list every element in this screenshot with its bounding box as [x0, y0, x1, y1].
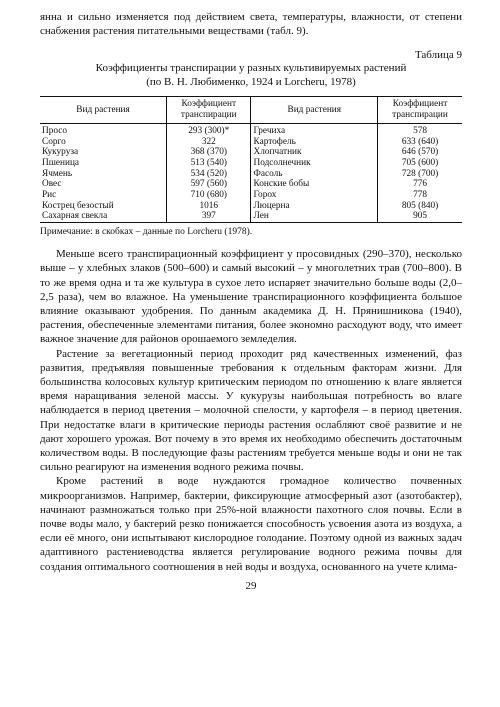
table-row [40, 147, 462, 158]
plant-name-cell: Рис [40, 190, 167, 201]
coefficient-cell: 597 (560) [167, 179, 251, 190]
table-title-line-2: (по В. Н. Любименко, 1924 и Lorcheru, 1978) [146, 75, 356, 88]
coefficient-cell: 534 (520) [167, 169, 251, 180]
plant-name-cell: Картофель [251, 137, 378, 148]
plant-name-cell: Пшеница [40, 158, 167, 169]
body-paragraph: Растение за вегетационный период проходит ряд качественных изменений, фаз развития, предъявляя повышенные требования к отдельным факторам жизни. Для большинства колосовых культур критическим периодом по отношению к влаге является время наращивания зеленой массы. У кукурузы наибольшая потребность во влаге наблюдается в период цветения – молочной спелости, у картофеля – в период цветения. При недостатке влаги в критические периоды растения ослабляют своё развитие и не дают хорошего урожая. Вот почему в это время их необходимо обеспечить достаточным количеством воды. В последующие фазы растениям требуется меньше воды и они не так сильно реагируют на изменения водного режима почвы. [40, 347, 462, 474]
plant-name-cell: Сорго [40, 137, 167, 148]
plant-name-cell: Кукуруза [40, 147, 167, 158]
plant-name-cell: Просо [40, 123, 167, 136]
table-number: Таблица 9 [414, 49, 462, 62]
plant-name-cell: Хлопчатник [251, 147, 378, 158]
header-coef-right: Коэффициент транспирации [378, 97, 462, 123]
intro-paragraph: янна и сильно изменяется под действием света, температуры, влажности, от степени снабжения растения питательными веществами (табл. 9). [40, 11, 462, 38]
header-plant-right: Вид растения [251, 97, 378, 123]
table-title-line-1: Коэффициенты транспирации у разных культивируемых растений [95, 62, 407, 75]
table-row [40, 169, 462, 180]
body-paragraph: Кроме растений в воде нуждаются громадное количество почвенных микроорганизмов. Например, бактерии, фиксирующие атмосферный азот (азотобактер), начинают размножаться только при 25%-ной влажности пахотного слоя почвы. Если в почве воды мало, у бактерий резко понижается способность усвоения азота из воздуха, а если её много, они испытывают кислородное голодание. Поэтому одной из важных задач адаптивного растениеводства является регулирование водного режима почвы для создания оптимального соотношения в ней воды и воздуха, основанного на учете клима- [40, 475, 462, 573]
table-row [40, 190, 462, 201]
table-row [40, 123, 462, 136]
coefficient-cell: 905 [378, 211, 462, 222]
plant-name-cell: Овес [40, 179, 167, 190]
document-page [40, 10, 462, 592]
table-note: Примечание: в скобках – данные по Lorcheru (1978). [40, 227, 253, 238]
coefficient-cell: 397 [167, 211, 251, 222]
coefficient-cell: 578 [413, 125, 428, 136]
coefficient-cell: 293 (300)* [167, 123, 251, 136]
table-header-row [40, 97, 462, 123]
plant-name-cell: Фасоль [251, 169, 378, 180]
plant-name-cell: Сахарная свекла [40, 211, 167, 222]
plant-name-cell: Кострец безостый [40, 201, 167, 212]
plant-name-cell: Люцерна [251, 201, 378, 212]
transpiration-table [40, 96, 462, 223]
coefficient-cell: 805 (840) [401, 200, 439, 211]
body-paragraph: Меньше всего транспирационный коэффициент у просовидных (290–370), несколько выше – у хлебных злаков (500–600) и самый высокий – у многолетних трав (700–800). В то же время одна и та же культура в сухое лето испаряет значительно больше воды (2,0–2,5 раза), чем во влажное. На уменьшение транспирационного коэффициента большое влияние оказывают удобрения. По данным академика Д. Н. Прянишникова (1940), растения, обеспеченные элементами питания, более экономно расходуют воду, что имеет важное значение для районов орошаемого земледелия. [40, 248, 462, 346]
coefficient-cell: 710 (680) [167, 190, 251, 201]
header-plant-left: Вид растения [40, 97, 167, 123]
plant-name-cell: Лен [251, 211, 378, 222]
table-row [40, 137, 462, 148]
coefficient-cell: 705 (600) [401, 157, 439, 168]
coefficient-cell: 778 [413, 190, 428, 201]
coefficient-cell: 513 (540) [167, 158, 251, 169]
plant-name-cell: Горох [251, 190, 378, 201]
table-row [40, 201, 462, 212]
coefficient-cell: 776 [413, 179, 428, 190]
coefficient-cell: 646 (570) [401, 147, 439, 158]
table-row [40, 158, 462, 169]
plant-name-cell: Конские бобы [251, 179, 378, 190]
coefficient-cell: 368 (370) [167, 147, 251, 158]
coefficient-cell: 1016 [167, 201, 251, 212]
page-number: 29 [245, 579, 257, 592]
table-row [40, 211, 462, 222]
coefficient-cell: 633 (640) [401, 136, 439, 147]
header-coef-left: Коэффициент транспирации [167, 97, 251, 123]
plant-name-cell: Гречиха [251, 123, 378, 136]
plant-name-cell: Подсолнечник [251, 158, 378, 169]
coefficient-cell: 322 [167, 137, 251, 148]
table-row [40, 179, 462, 190]
coefficient-cell: 728 (700) [401, 168, 439, 179]
plant-name-cell: Ячмень [40, 169, 167, 180]
